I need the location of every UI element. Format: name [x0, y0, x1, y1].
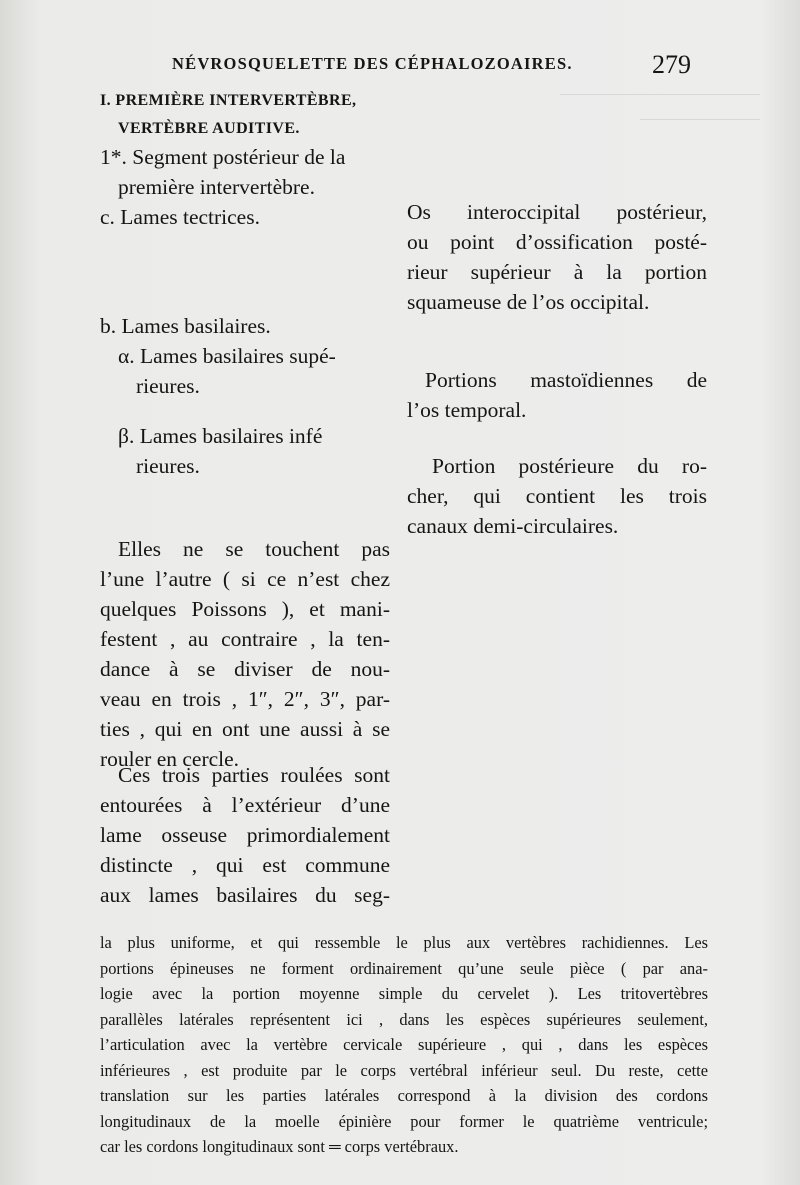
paragraph-line: veau en trois , 1″, 2″, 3″, par-	[100, 687, 390, 711]
item-alpha-line-2: rieures.	[136, 374, 200, 398]
paragraph-line: festent , au contraire , la ten-	[100, 627, 390, 651]
left-column	[100, 90, 400, 232]
show-through-texture	[560, 80, 760, 140]
footnote-line: longitudinaux de la moelle épinière pour former le quatrième ventricule;	[100, 1111, 708, 1131]
right-line: cher, qui contient les trois	[407, 484, 707, 508]
right-line: Os interoccipital postérieur,	[407, 200, 707, 224]
paragraph-line: aux lames basilaires du seg-	[100, 883, 390, 907]
right-line: l’os temporal.	[407, 398, 527, 422]
page-number: 279	[652, 50, 691, 79]
footnote-line: translation sur les parties latérales correspond à la division des cordons	[100, 1086, 708, 1105]
right-line: squameuse de l’os occipital.	[407, 290, 650, 314]
page-header	[0, 50, 800, 80]
section-title-line: I. PREMIÈRE INTERVERTÈBRE,	[100, 92, 357, 109]
right-line: Portion postérieure du ro-	[432, 454, 707, 478]
paragraph-line: l’une l’autre ( si ce n’est chez	[100, 567, 390, 591]
paragraph-line: Ces trois parties roulées sont	[118, 763, 390, 787]
right-block-3	[407, 451, 707, 541]
paragraph-line: lame osseuse primordialement	[100, 823, 390, 847]
right-block-1	[407, 197, 707, 317]
footnote	[100, 930, 708, 1160]
footnote-line: parallèles latérales représentent ici , dans les espèces supérieures seulement,	[100, 1009, 708, 1029]
right-line: canaux demi-circulaires.	[407, 514, 619, 538]
paragraph-line: quelques Poissons ), et mani-	[100, 597, 390, 621]
footnote-line: inférieures , est produite par le corps vertébral inférieur seul. Du reste, cette	[100, 1060, 708, 1080]
paragraph-1	[100, 534, 390, 774]
item-b: b. Lames basilaires.	[100, 314, 271, 338]
right-line: rieur supérieur à la portion	[407, 260, 707, 284]
left-column-b	[100, 311, 400, 401]
footnote-line: portions épineuses ne forment ordinairement qu’une seule pièce ( par ana-	[100, 958, 708, 978]
section-subtitle-line: VERTÈBRE AUDITIVE.	[118, 120, 300, 137]
paragraph-line: ties , qui en ont une aussi à se	[100, 717, 390, 741]
paragraph-line: distincte , qui est commune	[100, 853, 390, 877]
right-line: ou point d’ossification posté-	[407, 230, 707, 254]
paragraph-line: rouler en cercle.	[100, 747, 240, 771]
right-block-2	[407, 365, 707, 425]
section-title	[100, 90, 400, 140]
footnote-line: l’articulation avec la vertèbre cervicale supérieure , qui , dans les espèces	[100, 1035, 708, 1054]
running-title: NÉVROSQUELETTE DES CÉPHALOZOAIRES.	[172, 54, 573, 73]
paragraph-line: Elles ne se touchent pas	[118, 537, 390, 561]
item-alpha-line-1: α. Lames basilaires supé-	[118, 344, 336, 368]
item-beta-line-2: rieures.	[136, 454, 200, 478]
footnote-line: car les cordons longitudinaux sont ═ corps vertébraux.	[100, 1137, 459, 1156]
paragraph-line: dance à se diviser de nou-	[100, 657, 390, 681]
item-1-line-1: 1*. Segment postérieur de la	[100, 145, 346, 169]
item-c: c. Lames tectrices.	[100, 205, 260, 229]
left-column-beta	[100, 421, 400, 481]
footnote-line: la plus uniforme, et qui ressemble le plus aux vertèbres rachidiennes. Les	[100, 933, 708, 952]
paragraph-2	[100, 760, 390, 910]
paragraph-line: entourées à l’extérieur d’une	[100, 793, 390, 817]
footnote-line: logie avec la portion moyenne simple du cervelet ). Les tritovertèbres	[100, 984, 708, 1003]
item-beta-line-1: β. Lames basilaires infé	[118, 424, 323, 448]
item-1-line-2: première intervertèbre.	[118, 175, 315, 199]
right-line: Portions mastoïdiennes de	[425, 368, 707, 392]
